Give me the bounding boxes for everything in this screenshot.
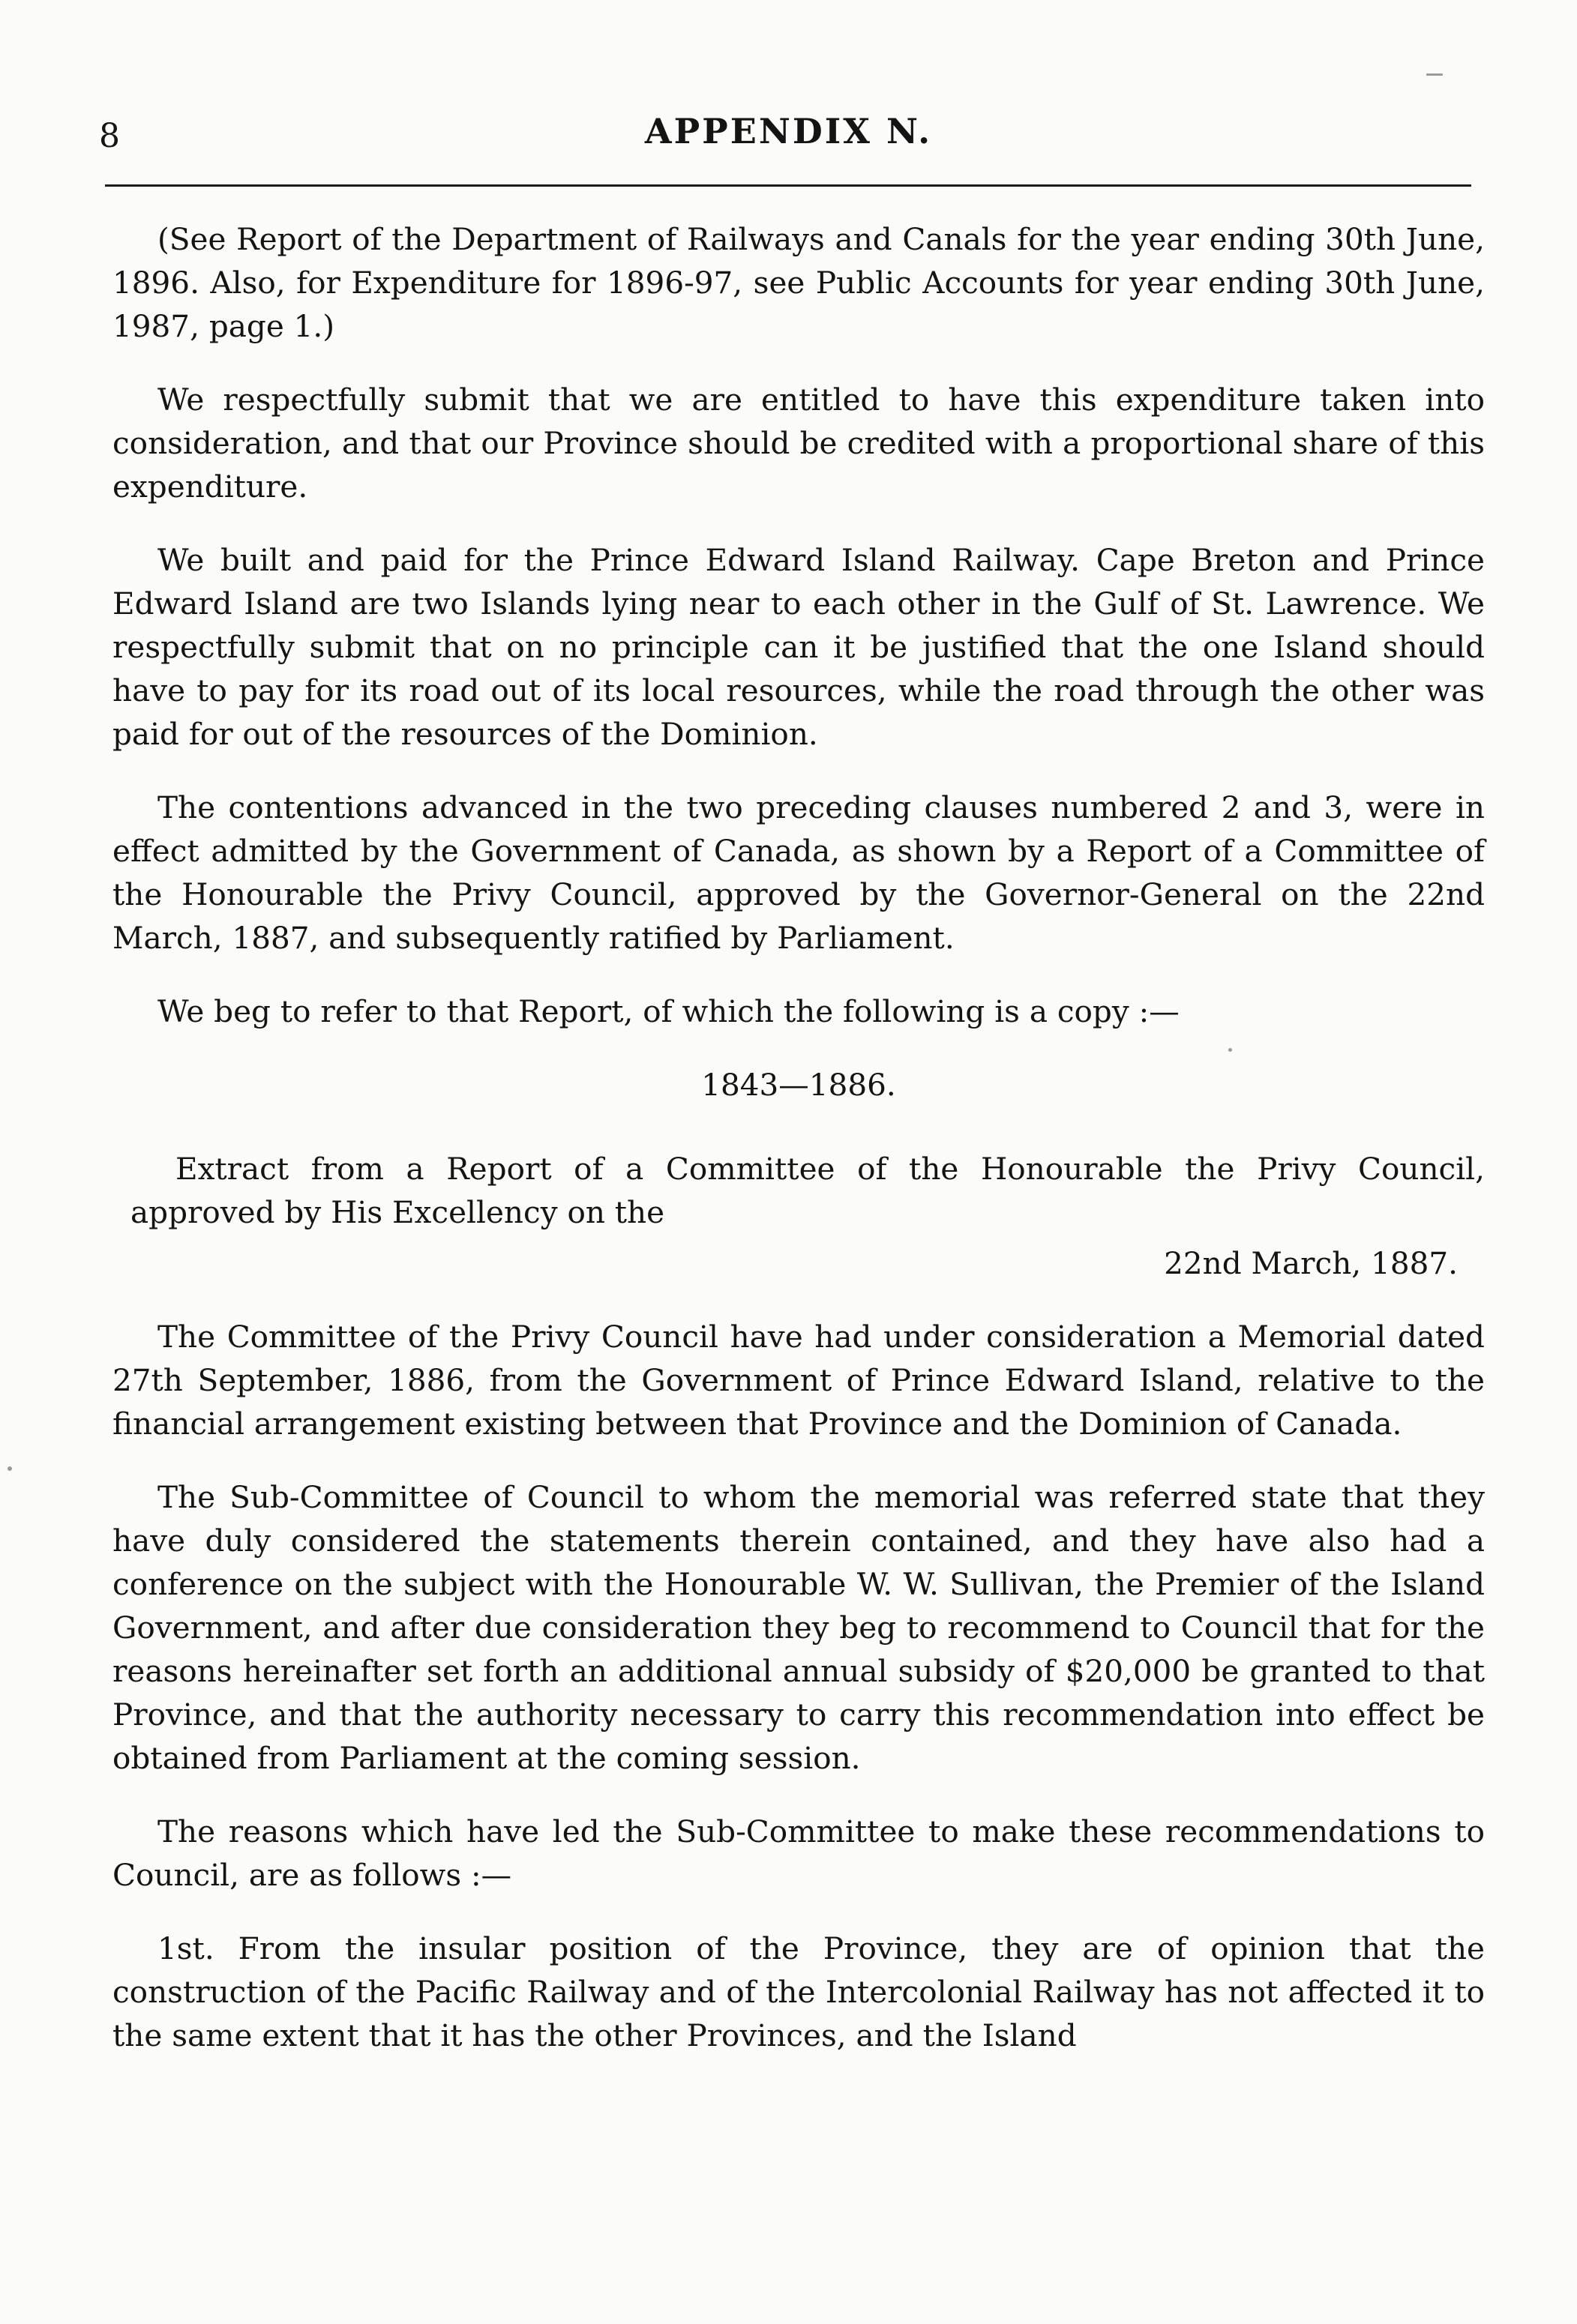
paragraph-extract-heading: Extract from a Report of a Committee of the Honourable the Privy Council, approved by His Excellency on the <box>130 1151 1485 1230</box>
paragraph-committee-memorial: The Committee of the Privy Council have had under consideration a Memorial dated 27th September, 1886, from the Government of Prince Edward Island, relative to the financial arrangement existing between that Province and the Dominion of Canada. <box>112 1319 1485 1442</box>
paragraph-see-report: (See Report of the Department of Railways and Canals for the year ending 30th June, 1896. Also, for Expenditure for 1896-97, see Public Accounts for year ending 30th June, 1987, page 1.) <box>112 221 1485 344</box>
scan-speck <box>1228 1048 1232 1052</box>
page-header-title: APPENDIX N. <box>644 111 933 151</box>
scan-speck <box>1426 73 1443 76</box>
document-body <box>112 217 1485 2087</box>
paragraph-railway-argument: We built and paid for the Prince Edward Island Railway. Cape Breton and Prince Edward Island are two Islands lying near to each other in the Gulf of St. Lawrence. We respectfully submit that on no principle can it be justified that the one Island should have to pay for its road out of its local resources, while the road through the other was paid for out of the resources of the Dominion. <box>112 542 1485 752</box>
paragraph-first-reason: 1st. From the insular position of the Province, they are of opinion that the construction of the Pacific Railway and of the Intercolonial Railway has not affected it to the same extent that it has the other Provinces, and the Island <box>112 1930 1485 2053</box>
page-number: 8 <box>99 117 120 155</box>
paragraph-refer-report: We beg to refer to that Report, of which the following is a copy :— <box>157 993 1180 1029</box>
paragraph-expenditure-claim: We respectfully submit that we are entitled to have this expenditure taken into consideration, and that our Province should be credited with a proportional share of this expenditure. <box>112 382 1485 505</box>
section-year-range: 1843—1886. <box>701 1067 896 1103</box>
paragraph-contentions-admitted: The contentions advanced in the two preceding clauses numbered 2 and 3, were in effect admitted by the Government of Canada, as shown by a Report of a Committee of the Honourable the Privy Council, approved by the Governor-General on the 22nd March, 1887, and subsequently ratified by Parliament. <box>112 789 1485 956</box>
scan-speck <box>7 1466 12 1471</box>
paragraph-reasons-intro: The reasons which have led the Sub-Committee to make these recommendations to Council, are as follows :— <box>112 1813 1485 1893</box>
paragraph-sub-committee: The Sub-Committee of Council to whom the memorial was referred state that they have duly considered the statements therein contained, and they have also had a conference on the subject with the Honourable W. W. Sullivan, the Premier of the Island Government, and after due consideration they beg to recommend to Council that for the reasons hereinafter set forth an additional annual subsidy of $20,000 be granted to that Province, and that the authority necessary to carry this recommendation into effect be obtained from Parliament at the coming session. <box>112 1479 1485 1776</box>
header-rule <box>105 184 1471 187</box>
extract-date: 22nd March, 1887. <box>1164 1245 1458 1281</box>
